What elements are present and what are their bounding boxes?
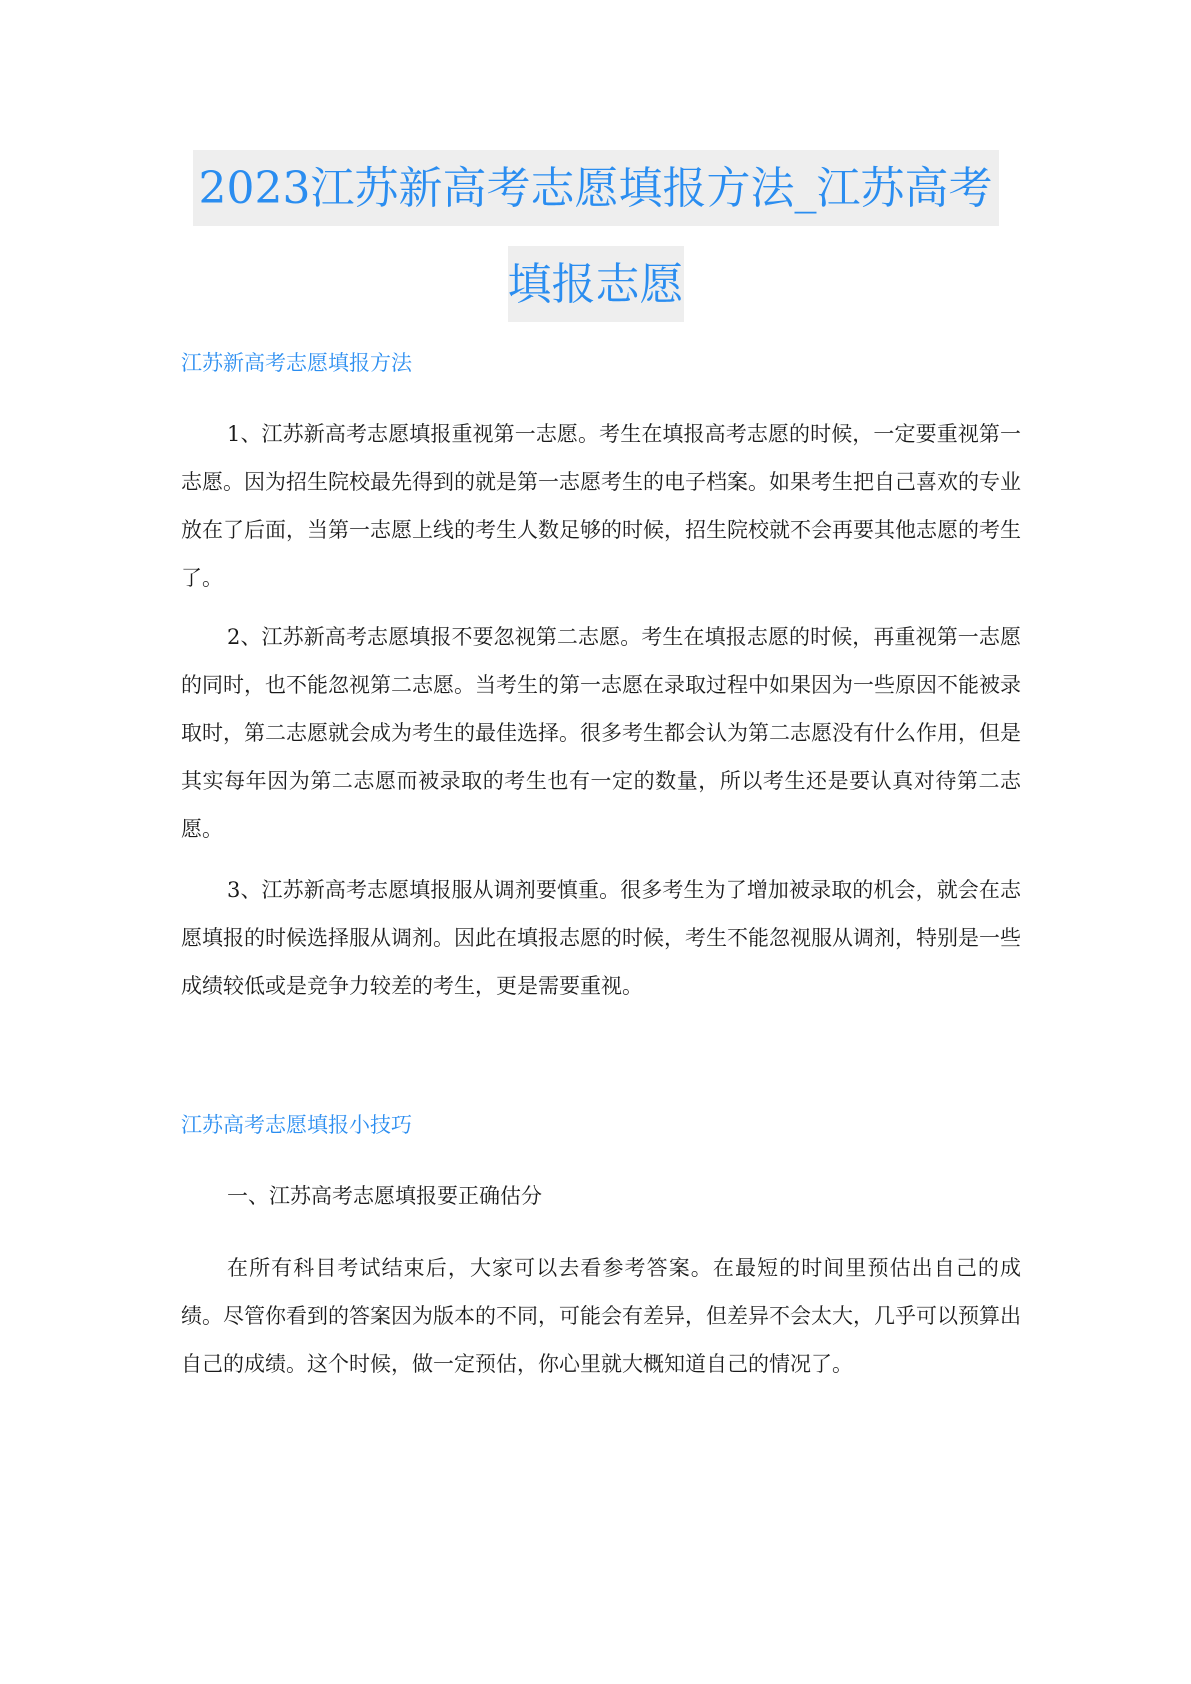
paragraph-4 (181, 1172, 1021, 1220)
section-heading: 江苏高考志愿填报小技巧 (181, 1113, 412, 1137)
paragraph-5 (181, 1244, 1021, 1388)
section-heading: 江苏新高考志愿填报方法 (181, 351, 412, 375)
paragraph: 在所有科目考试结束后，大家可以去看参考答案。在最短的时间里预估出自己的成绩。尽管你看到的答案因为版本的不同，可能会有差异，但差异不会太大，几乎可以预算出自己的成绩。这个时候，做一定预估，你心里就大概知道自己的情况了。 (181, 1256, 1021, 1376)
section-method (181, 348, 1021, 378)
paragraph: 1、江苏新高考志愿填报重视第一志愿。考生在填报高考志愿的时候，一定要重视第一志愿。因为招生院校最先得到的就是第一志愿考生的电子档案。如果考生把自己喜欢的专业放在了后面，当第一志愿上线的考生人数足够的时候，招生院校就不会再要其他志愿的考生了。 (181, 422, 1021, 590)
title-line-1: 2023江苏新高考志愿填报方法_江苏高考 (193, 150, 999, 226)
paragraph: 2、江苏新高考志愿填报不要忽视第二志愿。考生在填报志愿的时候，再重视第一志愿的同时，也不能忽视第二志愿。当考生的第一志愿在录取过程中如果因为一些原因不能被录取时，第二志愿就会成为考生的最佳选择。很多考生都会认为第二志愿没有什么作用，但是其实每年因为第二志愿而被录取的考生也有一定的数量，所以考生还是要认真对待第二志愿。 (181, 625, 1021, 841)
title-line-2: 填报志愿 (508, 246, 684, 322)
paragraph-2 (181, 613, 1021, 853)
paragraph-3 (181, 866, 1021, 1010)
paragraph-1 (181, 410, 1021, 602)
paragraph: 一、江苏高考志愿填报要正确估分 (227, 1184, 542, 1208)
document-title (0, 150, 1191, 322)
paragraph: 3、江苏新高考志愿填报服从调剂要慎重。很多考生为了增加被录取的机会，就会在志愿填报的时候选择服从调剂。因此在填报志愿的时候，考生不能忽视服从调剂，特别是一些成绩较低或是竞争力较差的考生，更是需要重视。 (181, 878, 1021, 998)
section-tips (181, 1110, 1021, 1140)
